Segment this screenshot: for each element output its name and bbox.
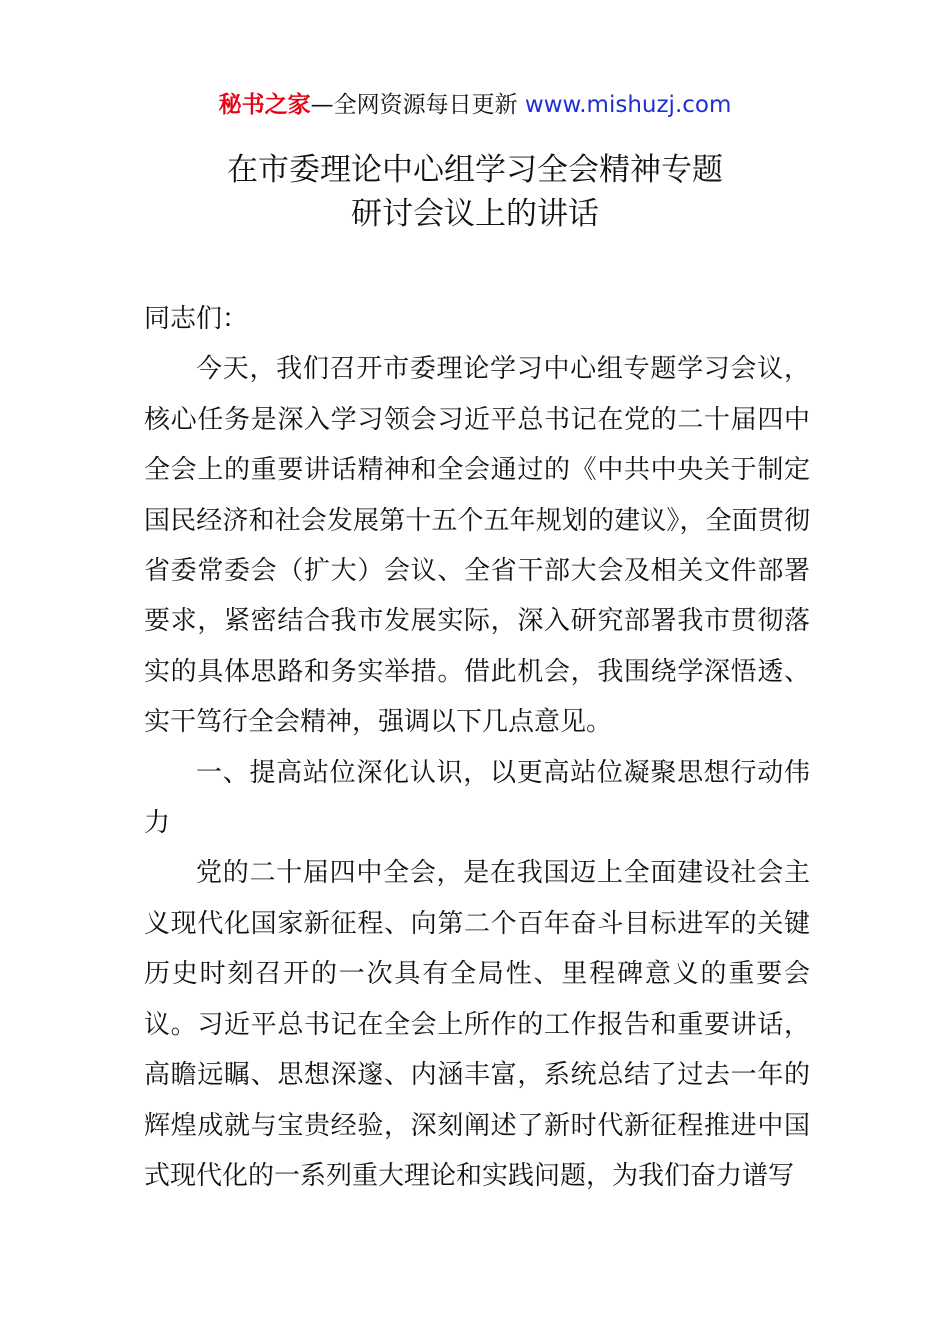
section-heading-1: 一、提高站位深化认识，以更高站位凝聚思想行动伟力	[144, 757, 810, 839]
document-title	[0, 148, 950, 236]
paragraph-1: 今天，我们召开市委理论学习中心组专题学习会议，核心任务是深入学习领会习近平总书记在党的二十届四中全会上的重要讲话精神和全会通过的《中共中央关于制定国民经济和社会发展第十五个五年规划的建议》，全面贯彻省委常委会（扩大）会议、全省干部大会及相关文件部署要求，紧密结合我市发展实际，深入研究部署我市贯彻落实的具体思路和务实举措。借此机会，我围绕学深悟透、实干笃行全会精神，强调以下几点意见。	[144, 354, 810, 738]
salutation: 同志们：	[144, 304, 249, 334]
header-url-link[interactable]: www.mishuzj.com	[524, 92, 732, 118]
page-header	[0, 88, 950, 122]
header-brand: 秘书之家	[218, 92, 311, 118]
header-tagline: —全网资源每日更新	[310, 92, 525, 118]
paragraph-2: 党的二十届四中全会，是在我国迈上全面建设社会主义现代化国家新征程、向第二个百年奋斗目标进军的关键历史时刻召开的一次具有全局性、里程碑意义的重要会议。习近平总书记在全会上所作的工作报告和重要讲话，高瞻远瞩、思想深邃、内涵丰富，系统总结了过去一年的辉煌成就与宝贵经验，深刻阐述了新时代新征程推进中国式现代化的一系列重大理论和实践问题，为我们奋力谱写	[144, 858, 810, 1191]
title-line-2: 研讨会议上的讲话	[351, 196, 599, 232]
title-line-1: 在市委理论中心组学习全会精神专题	[227, 152, 723, 188]
document-body	[144, 294, 810, 1201]
